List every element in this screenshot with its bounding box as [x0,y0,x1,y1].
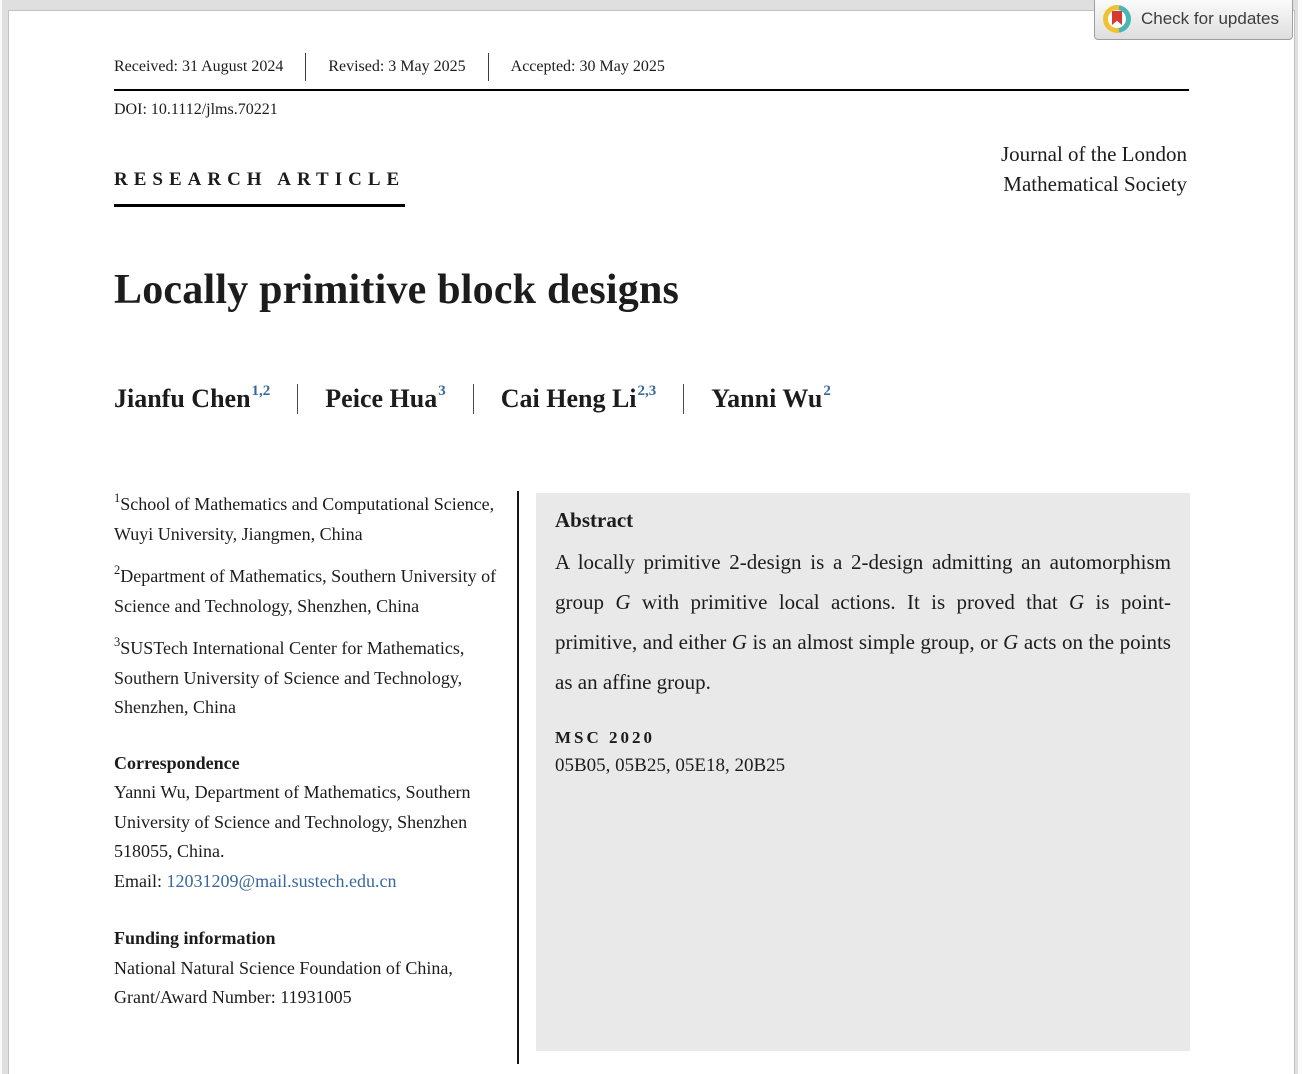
doi-text: DOI: 10.1112/jlms.70221 [114,101,278,118]
correspondence-section [114,749,500,897]
received-dates-row [114,53,1189,91]
author-affiliation-superscript: 2 [823,383,831,400]
math-symbol-G: G [1003,630,1019,654]
article-type-label: RESEARCH ARTICLE [114,169,405,207]
affiliation-number: 3 [114,635,121,649]
date-item: Accepted: 30 May 2025 [488,53,665,81]
affiliation-number: 1 [114,491,121,505]
author-separator [297,384,298,414]
date-item: Received: 31 August 2024 [114,58,284,75]
affiliations-list [114,485,500,723]
abstract-heading: Abstract [555,508,634,532]
paper-page [8,10,1295,1074]
math-symbol-G: G [1068,590,1085,614]
abstract-box [536,493,1190,1051]
author-affiliation-superscript: 3 [438,383,446,400]
author-name: Jianfu Chen$^{1,2}$ [114,383,271,413]
date-item: Revised: 3 May 2025 [305,53,465,81]
abstract-paragraph [555,542,1171,702]
author-affiliation-superscript: 1,2 [251,383,271,400]
funding-text: National Natural Science Foundation of China, Grant/Award Number: 11931005 [114,957,453,1007]
crossmark-icon [1103,5,1131,33]
affiliation-item: $^3$SUSTech International Center for Mathematics, Southern University of Science and Technology, Shenzhen, China [114,635,465,717]
math-symbol-G: G [615,590,631,614]
abstract-text-segment: acts on the points as an affine group. [555,630,1171,694]
affiliation-item: $^1$School of Mathematics and Computational Science, Wuyi University, Jiangmen, China [114,491,495,544]
author-name: Peice Hua$^3$ [325,383,446,413]
correspondence-email-line [114,867,500,897]
abstract-text-segment: is an almost simple group, or [747,630,1004,654]
paper-title: Locally primitive block designs [114,267,680,313]
abstract-text-segment: with primitive local actions. It is proved that [630,590,1069,614]
journal-name [1001,139,1187,199]
funding-section [114,924,500,1013]
author-separator [473,384,474,414]
correspondence-text: Yanni Wu, Department of Mathematics, Southern University of Science and Technology, Shenzhen 518055, China. [114,782,471,861]
msc-heading: MSC 2020 [555,728,656,747]
journal-name-line1: Journal of the London [1000,142,1187,166]
check-for-updates-button[interactable] [1094,0,1293,40]
author-name: Cai Heng Li$^{2,3}$ [500,383,657,413]
correspondence-heading: Correspondence [114,752,240,773]
correspondence-email-link[interactable]: 12031209@mail.sustech.edu.cn [166,870,397,891]
abstract-text-segment: is point-primitive, and either [555,590,1171,654]
funding-heading: Funding information [114,928,276,948]
abstract-text-segment: A locally primitive 2-design is a 2-design admitting an automorphism group [555,550,1171,614]
author-affiliation-superscript: 2,3 [637,383,657,400]
column-divider-line [517,491,519,1064]
left-column [114,485,500,1013]
check-for-updates-label: Check for updates [1141,9,1279,28]
authors-row [114,384,831,414]
math-symbol-G: G [731,630,748,654]
affiliation-item: $^2$Department of Mathematics, Southern University of Science and Technology, Shenzhen, China [114,563,497,616]
journal-name-line2: Mathematical Society [1003,172,1187,196]
msc-codes: 05B05, 05B25, 05E18, 20B25 [555,755,786,776]
affiliation-number: 2 [114,563,121,577]
author-separator [683,384,684,414]
email-label: Email: [114,870,167,891]
author-name: Yanni Wu$^2$ [711,383,831,413]
